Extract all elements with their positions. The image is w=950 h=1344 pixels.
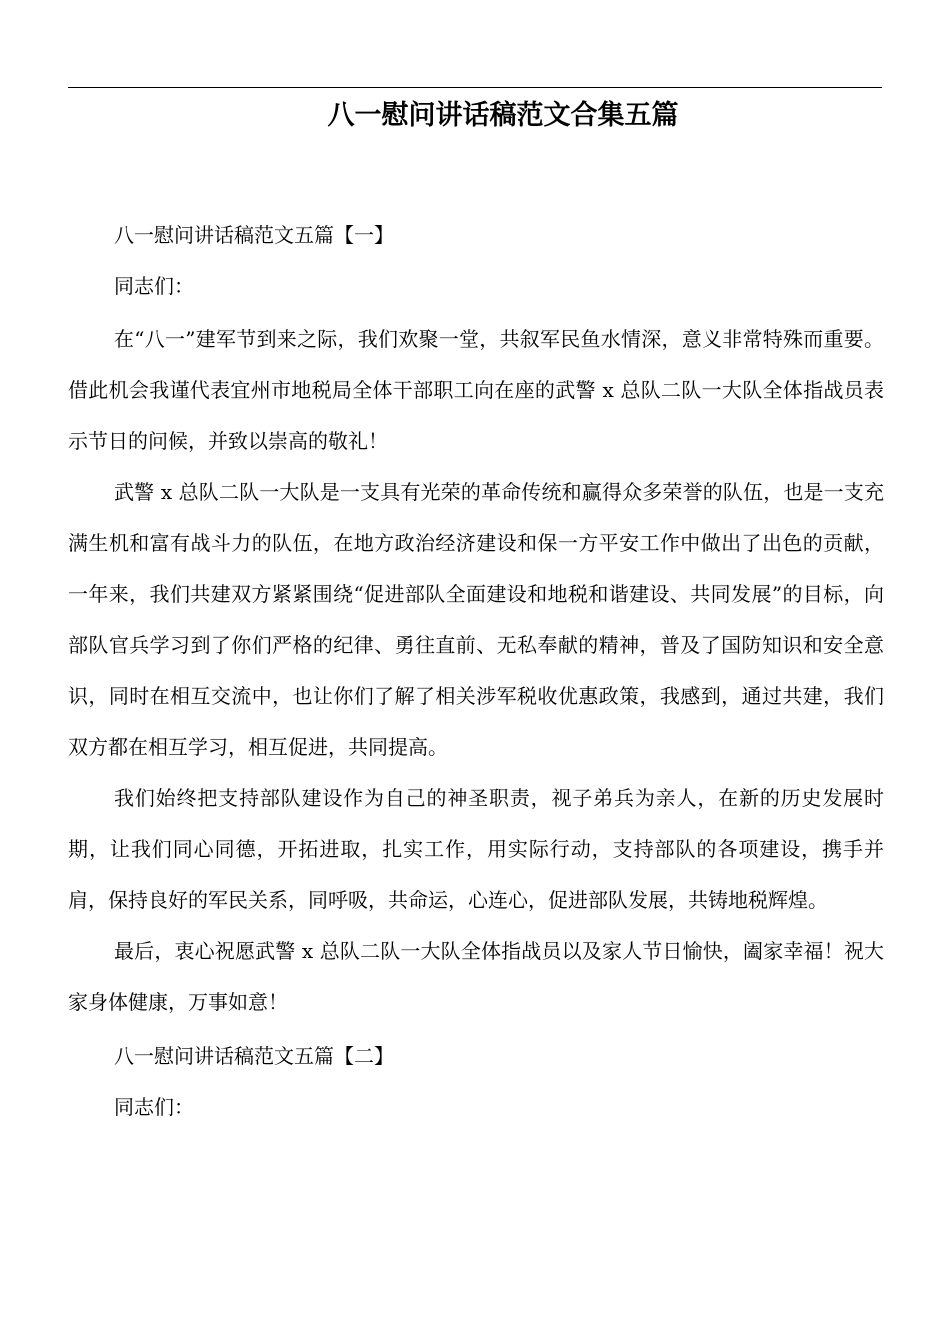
paragraph: 我们始终把支持部队建设作为自己的神圣职责，视子弟兵为亲人，在新的历史发展时期，让我们同心同德，开拓进取，扎实工作，用实际行动，支持部队的各项建设，携手并肩，保持良好的军民关系，同呼吸，共命运，心连心，促进部队发展，共铸地税辉煌。 <box>68 786 884 912</box>
document-body <box>68 207 884 1135</box>
salutation-2: 同志们： <box>114 1095 194 1119</box>
section-heading-1: 八一慰问讲话稿范文五篇【一】 <box>114 223 394 247</box>
header-rule <box>68 87 882 88</box>
document-title: 八一慰问讲话稿范文合集五篇 <box>327 100 679 131</box>
section-heading-2: 八一慰问讲话稿范文五篇【二】 <box>114 1044 394 1068</box>
paragraph: 武警 x 总队二队一大队是一支具有光荣的革命传统和赢得众多荣誉的队伍，也是一支充满生机和富有战斗力的队伍，在地方政治经济建设和保一方平安工作中做出了出色的贡献，一年来，我们共建双方紧紧围绕“促进部队全面建设和地税和谐建设、共同发展”的目标，向部队官兵学习到了你们严格的纪律、勇往直前、无私奉献的精神，普及了国防知识和安全意识，同时在相互交流中，也让你们了解了相关涉军税收优惠政策，我感到，通过共建，我们双方都在相互学习，相互促进，共同提高。 <box>68 480 884 759</box>
salutation-1: 同志们： <box>114 274 194 298</box>
paragraph: 在“八一”建军节到来之际，我们欢聚一堂，共叙军民鱼水情深，意义非常特殊而重要。借此机会我谨代表宜州市地税局全体干部职工向在座的武警 x 总队二队一大队全体指战员表示节日的问候，并致以崇高的敬礼！ <box>68 327 884 453</box>
paragraph: 最后，衷心祝愿武警 x 总队二队一大队全体指战员以及家人节日愉快，阖家幸福！祝大家身体健康，万事如意！ <box>68 939 884 1014</box>
